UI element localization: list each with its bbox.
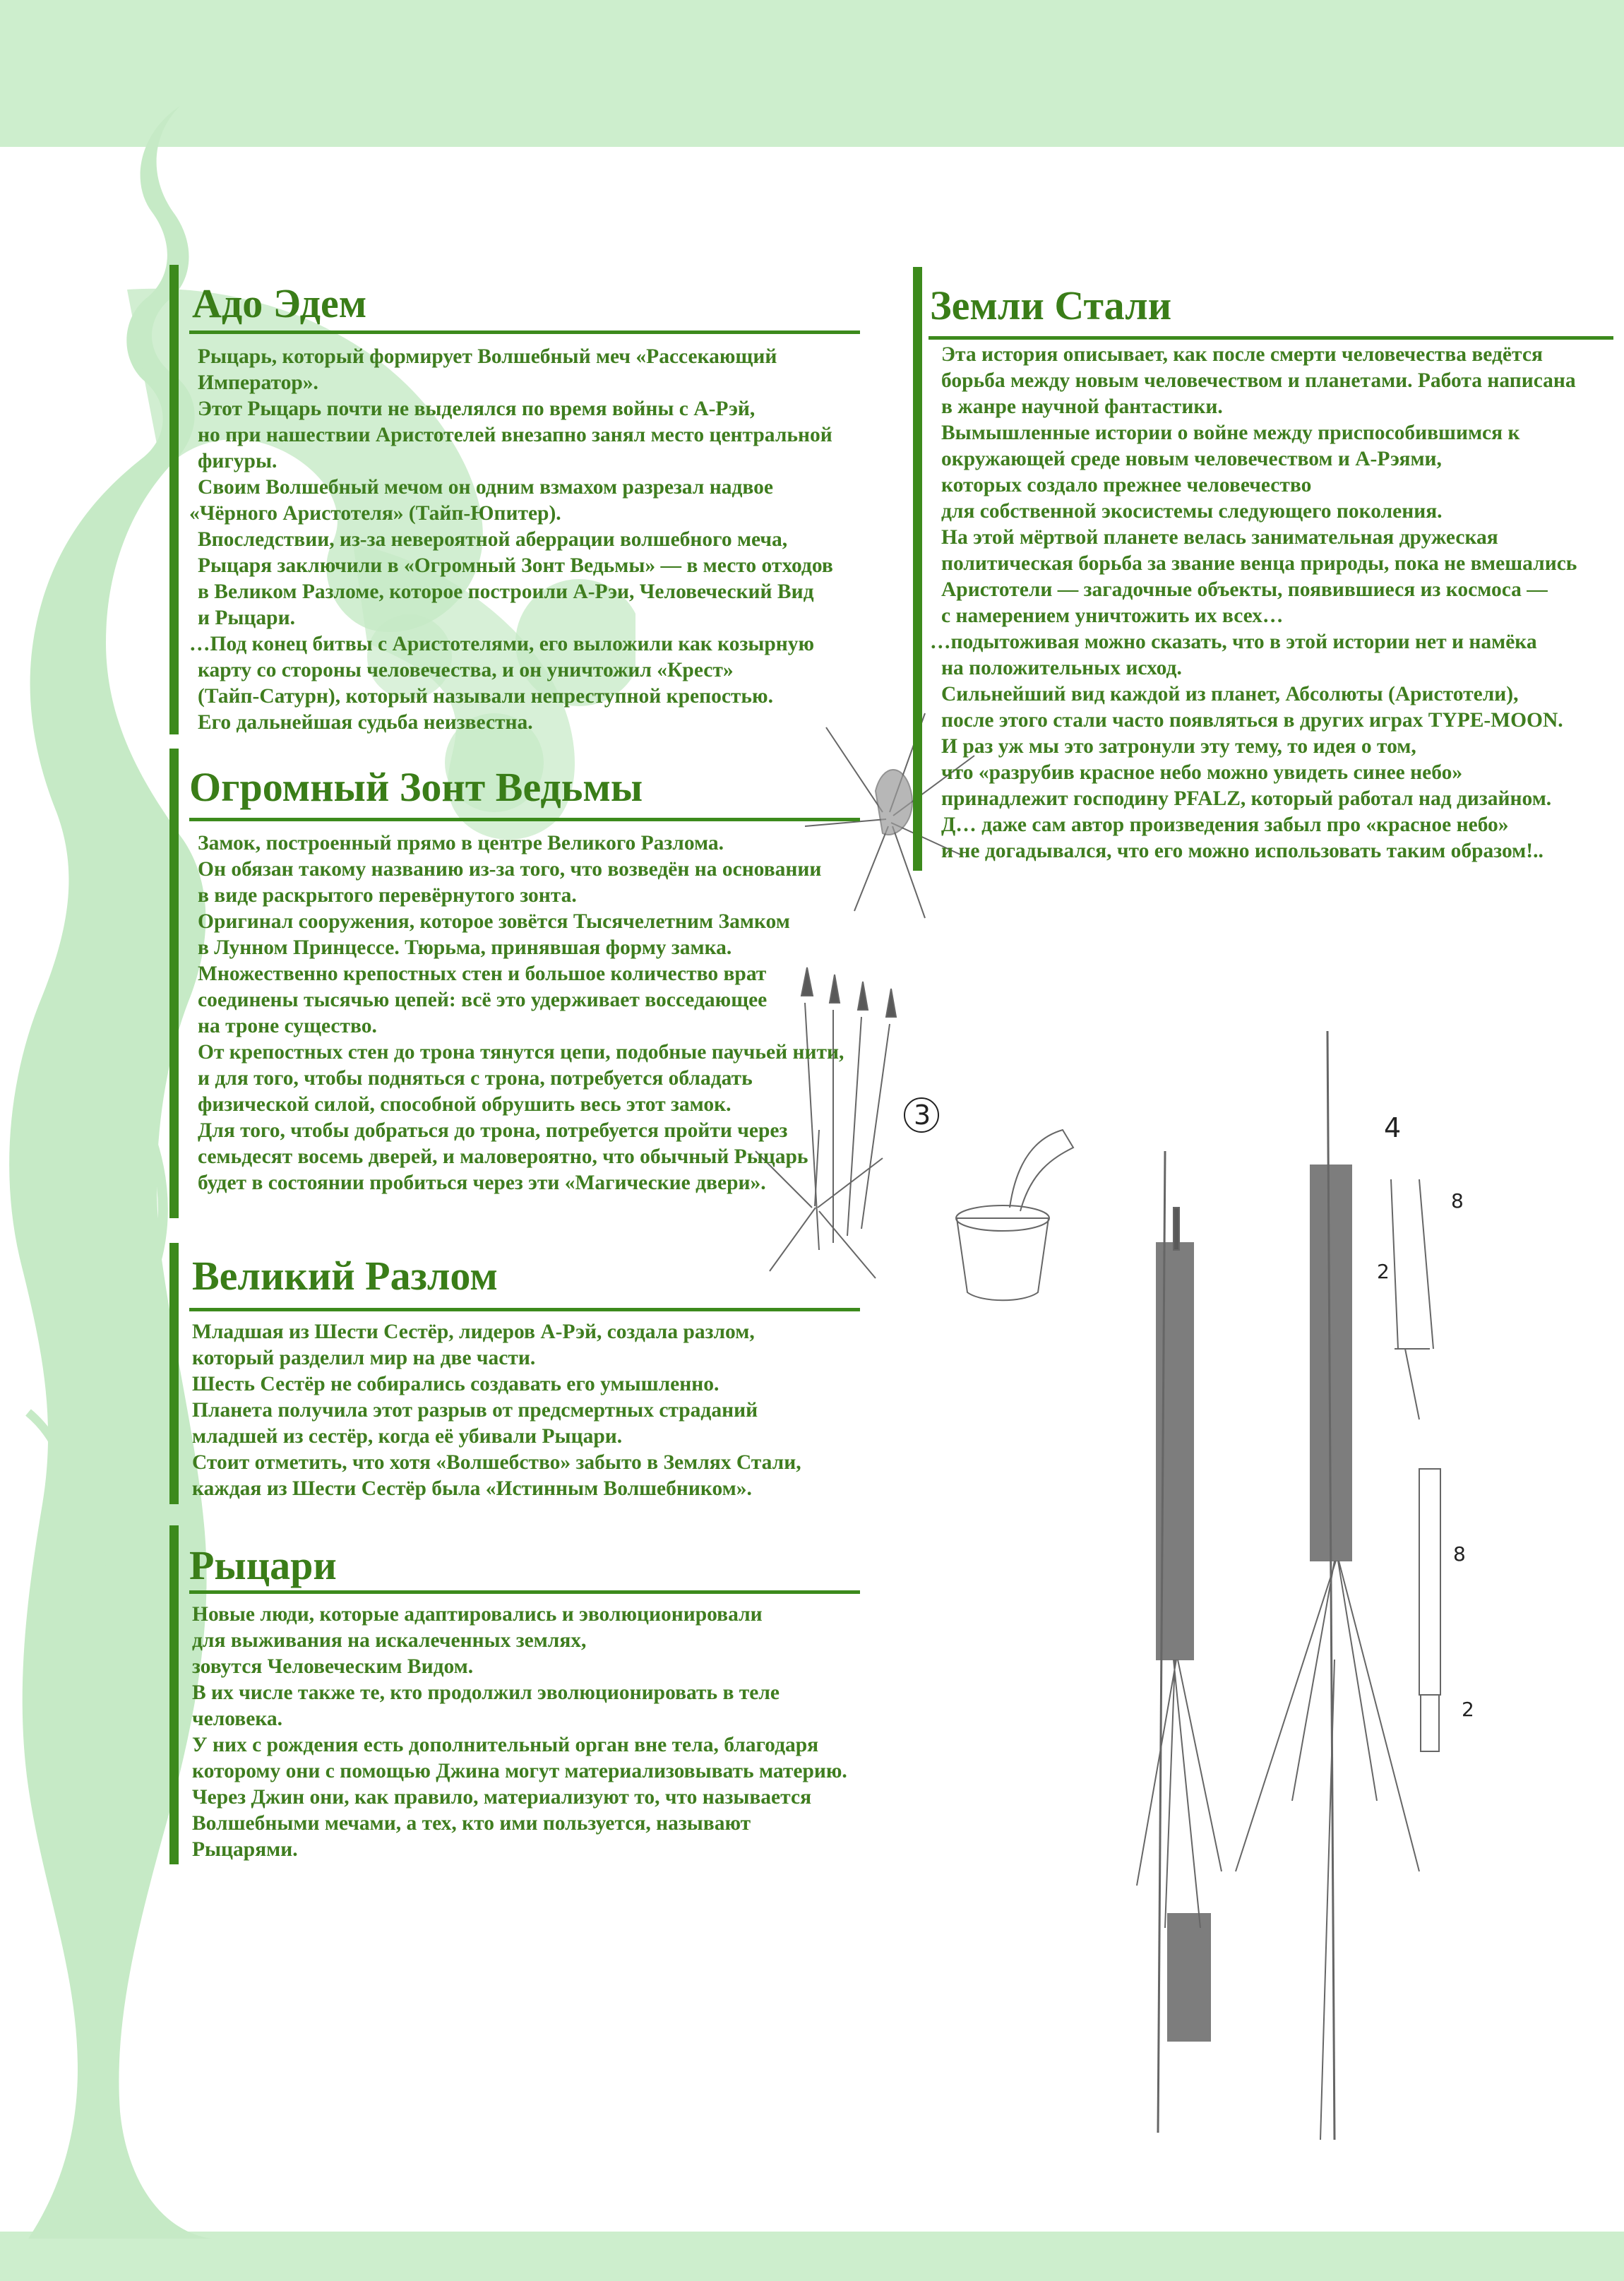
section-title: Огромный Зонт Ведьмы — [189, 764, 643, 810]
section-body: Новые люди, которые адаптировались и эволюционировали для выживания на искалеченных землях, зовутся Человеческим Видом. В их числе также те, кто продолжил эволюционировать в теле человека. У них с рождения есть дополнительный орган вне тела, благодаря которому они с помощью Джина могут материализовывать материю. Через Джин они, как правило, материализуют то, что называется Волшебными мечами, а тех, кто ими пользуется, называют Рыцарями. — [192, 1603, 847, 1861]
section-title: Рыцари — [189, 1542, 337, 1588]
section-title: Адо Эдем — [192, 280, 367, 326]
sketch-dim-2: 2 — [1377, 1260, 1390, 1283]
bottom-band — [0, 2232, 1624, 2281]
sketch-label-fig4: 4 — [1384, 1112, 1402, 1143]
section-body: Рыцарь, который формирует Волшебный меч «Рассекающий Император». Этот Рыцарь почти не выделялся по время войны с А-Рэй, но при нашествии Аристотелей внезапно занял место центральной фигуры. Своим Волшебный мечом он одним взмахом разрезал надвое «Чёрного Аристотеля» (Тайп-Юпитер). Впоследствии, из-за невероятной аберрации волшебного меча, Рыцаря заключили в «Огромный Зонт Ведьмы» — в место отходов в Великом Разломе, которое построили А-Рэи, Человеческий Вид и Рыцари. …Под конец битвы с Аристотелями, его выложили как козырную карту со стороны человечества, и он уничтожил «Крест» (Тайп-Сатурн), который называли непреступной крепостью. Его дальнейшая судьба неизвестна. — [189, 345, 833, 734]
section-body: Замок, построенный прямо в центре Великого Разлома. Он обязан такому названию из-за того, что возведён на основании в виде раскрытого перевёрнутого зонта. Оригинал сооружения, которое зовётся Тысячелетним Замком в Лунном Принцессе. Тюрьма, принявшая форму замка. Множественно крепостных стен и большое количество врат соединены тысячью цепей: всё это удерживает восседающее на троне существо. От крепостных стен до трона тянутся цепи, подобные паучьей нити, и для того, чтобы подняться с трона, потребуется обладать физической силой, способной обрушить весь этот замок. Для того, чтобы добраться до трона, потребуется пройти через семьдесят восемь дверей, и маловероятно, что обычный Рыцарь будет в состоянии пробиться через эти «Магические двери». — [198, 832, 844, 1194]
sketch-label-fig3: 3 — [914, 1100, 931, 1131]
section-body: Младшая из Шести Сестёр, лидеров А-Рэй, создала разлом, который разделил мир на две части. Шесть Сестёр не собирались создавать его умышленно. Планета получила этот разрыв от предсмертных страданий младшей из сестёр, когда её убивали Рыцари. Стоит отметить, что хотя «Волшебство» забыто в Землях Стали, каждая из Шести Сестёр была «Истинным Волшебником». — [192, 1321, 801, 1500]
section-title: Великий Разлом — [192, 1253, 498, 1299]
section-title: Земли Стали — [930, 282, 1172, 328]
section-body: Эта история описывает, как после смерти человечества ведётся борьба между новым человечеством и планетами. Работа написана в жанре научной фантастики. Вымышленные истории о войне между приспособившимся к окружающей среде новым человечеством и А-Рэями, которых создало прежнее человечество для собственной экосистемы следующего поколения. На этой мёртвой планете велась занимательная дружеская политическая борьба за звание венца природы, пока не вмешались Аристотели — загадочные объекты, появившиеся из космоса — с намерением уничтожить их всех… …подытоживая можно сказать, что в этой истории нет и намёка на положительных исход. Сильнейший вид каждой из планет, Абсолюты (Аристотели), после этого стали часто появляться в других играх TYPE-MOON. И раз уж мы это затронули эту тему, то идея о том, что «разрубив красное небо можно увидеть синее небо» принадлежит господину PFALZ, который работал над дизайном. Д… даже сам автор произведения забыл про «красное небо» и не догадывался, что его можно использовать таким образом!.. — [930, 343, 1577, 862]
sketch-dim-4: 2 — [1462, 1698, 1474, 1721]
sketch-dim-1: 8 — [1451, 1189, 1464, 1213]
sketch-dim-3: 8 — [1453, 1542, 1466, 1566]
